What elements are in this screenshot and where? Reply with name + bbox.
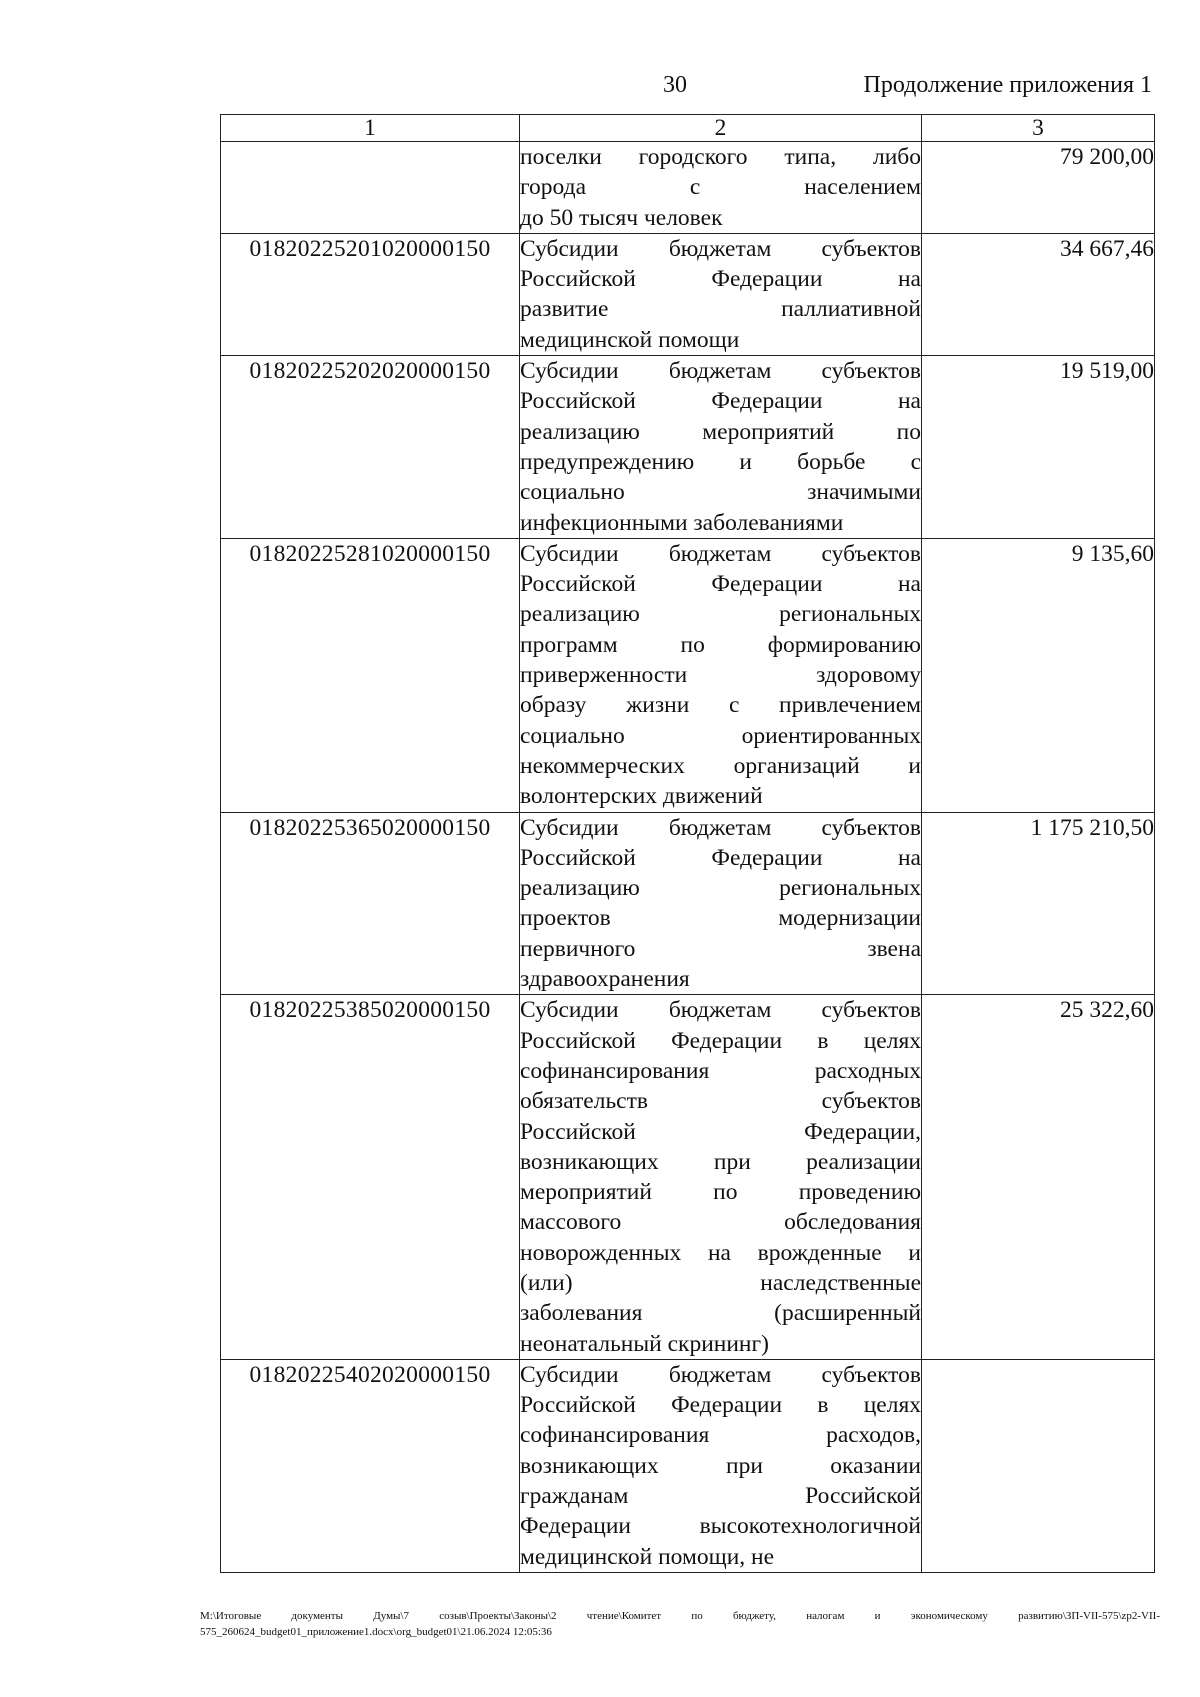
description-line: реализацию мероприятий по	[520, 418, 921, 445]
description-line: реализацию региональных	[520, 601, 921, 628]
description-line: реализацию региональных	[520, 875, 921, 902]
table-row	[221, 812, 1155, 995]
budget-code-cell: 01820225202020000150	[221, 356, 520, 539]
continuation-label: Продолжение приложения 1	[863, 72, 1152, 98]
description-line: (или) наследственные	[520, 1269, 921, 1296]
amount-cell	[922, 1359, 1155, 1572]
description-line: развитие паллиативной	[520, 296, 921, 323]
description-line: Субсидии бюджетам субъектов	[520, 540, 921, 567]
description-line: софинансирования расходных	[520, 1057, 921, 1084]
budget-code-cell	[221, 142, 520, 234]
description-line: гражданам Российской	[520, 1483, 921, 1510]
description-line: софинансирования расходов,	[520, 1422, 921, 1449]
column-header-name: 2	[520, 115, 922, 142]
table-row	[221, 1359, 1155, 1572]
description-line: Российской Федерации в целях	[520, 1027, 921, 1054]
description-line: города с населением	[520, 174, 921, 201]
amount-cell: 1 175 210,50	[922, 812, 1155, 995]
description-line: социально ориентированных	[520, 722, 921, 749]
description-line: Российской Федерации на	[520, 266, 921, 293]
table-row	[221, 356, 1155, 539]
table-row	[221, 142, 1155, 234]
income-description-cell	[520, 356, 922, 539]
description-line: массового обследования	[520, 1209, 921, 1236]
description-line: приверженности здоровому	[520, 662, 921, 689]
description-line: Федерации высокотехнологичной	[520, 1513, 921, 1540]
description-line: Субсидии бюджетам субъектов	[520, 814, 921, 841]
table-row	[221, 538, 1155, 812]
description-line: обязательств субъектов	[520, 1088, 921, 1115]
description-line: образу жизни с привлечением	[520, 692, 921, 719]
table-row	[221, 995, 1155, 1360]
income-description-cell	[520, 812, 922, 995]
description-line: Российской Федерации на	[520, 571, 921, 598]
income-description-cell	[520, 233, 922, 355]
description-line: возникающих при реализации	[520, 1148, 921, 1175]
description-line: новорожденных на врожденные и	[520, 1239, 921, 1266]
table-row	[221, 233, 1155, 355]
page-number: 30	[663, 72, 687, 98]
document-path-footer: M:\Итоговые документы Думы\7 созыв\Проекты\Законы\2 чтение\Комитет по бюджету, налогам и экономическому развитию\ЗП-VII-575\zp2-VII-575_260624_budget01_приложение1.docx\org_budget01\21.06.2024 12:05:36	[200, 1610, 1160, 1638]
budget-code-cell: 01820225201020000150	[221, 233, 520, 355]
description-line: первичного звена	[520, 935, 921, 962]
description-line: Российской Федерации на	[520, 844, 921, 871]
description-line: Российской Федерации в целях	[520, 1392, 921, 1419]
description-line: здравоохранения	[520, 966, 690, 993]
table-body	[221, 142, 1155, 1573]
amount-cell: 79 200,00	[922, 142, 1155, 234]
description-line: Российской Федерации на	[520, 388, 921, 415]
description-line: проектов модернизации	[520, 905, 921, 932]
description-line: возникающих при оказании	[520, 1452, 921, 1479]
description-line: медицинской помощи, не	[520, 1543, 775, 1570]
amount-cell: 25 322,60	[922, 995, 1155, 1360]
table-header	[221, 115, 1155, 142]
description-line: заболевания (расширенный	[520, 1300, 921, 1327]
column-header-code: 1	[221, 115, 520, 142]
amount-cell: 9 135,60	[922, 538, 1155, 812]
description-line: медицинской помощи	[520, 326, 740, 353]
budget-code-cell: 01820225365020000150	[221, 812, 520, 995]
description-line: Субсидии бюджетам субъектов	[520, 358, 921, 385]
income-description-cell	[520, 142, 922, 234]
description-line: мероприятий по проведению	[520, 1179, 921, 1206]
description-line: социально значимыми	[520, 479, 921, 506]
income-description-cell	[520, 1359, 922, 1572]
description-line: Субсидии бюджетам субъектов	[520, 997, 921, 1024]
budget-code-cell: 01820225385020000150	[221, 995, 520, 1360]
description-line: инфекционными заболеваниями	[520, 509, 844, 536]
budget-code-cell: 01820225281020000150	[221, 538, 520, 812]
description-line: Субсидии бюджетам субъектов	[520, 1361, 921, 1388]
description-line: волонтерских движений	[520, 783, 763, 810]
description-line: некоммерческих организаций и	[520, 752, 921, 779]
budget-table	[220, 114, 1155, 1573]
income-description-cell	[520, 538, 922, 812]
description-line: до 50 тысяч человек	[520, 204, 723, 231]
budget-code-cell: 01820225402020000150	[221, 1359, 520, 1572]
description-line: поселки городского типа, либо	[520, 144, 921, 170]
description-line: Российской Федерации,	[520, 1118, 921, 1145]
amount-cell: 34 667,46	[922, 233, 1155, 355]
income-description-cell	[520, 995, 922, 1360]
description-line: предупреждению и борьбе с	[520, 448, 921, 475]
description-line: неонатальный скрининг)	[520, 1330, 769, 1357]
column-header-amount: 3	[922, 115, 1155, 142]
description-line: программ по формированию	[520, 631, 921, 658]
table-header-row	[221, 115, 1155, 142]
description-line: Субсидии бюджетам субъектов	[520, 235, 921, 262]
amount-cell: 19 519,00	[922, 356, 1155, 539]
